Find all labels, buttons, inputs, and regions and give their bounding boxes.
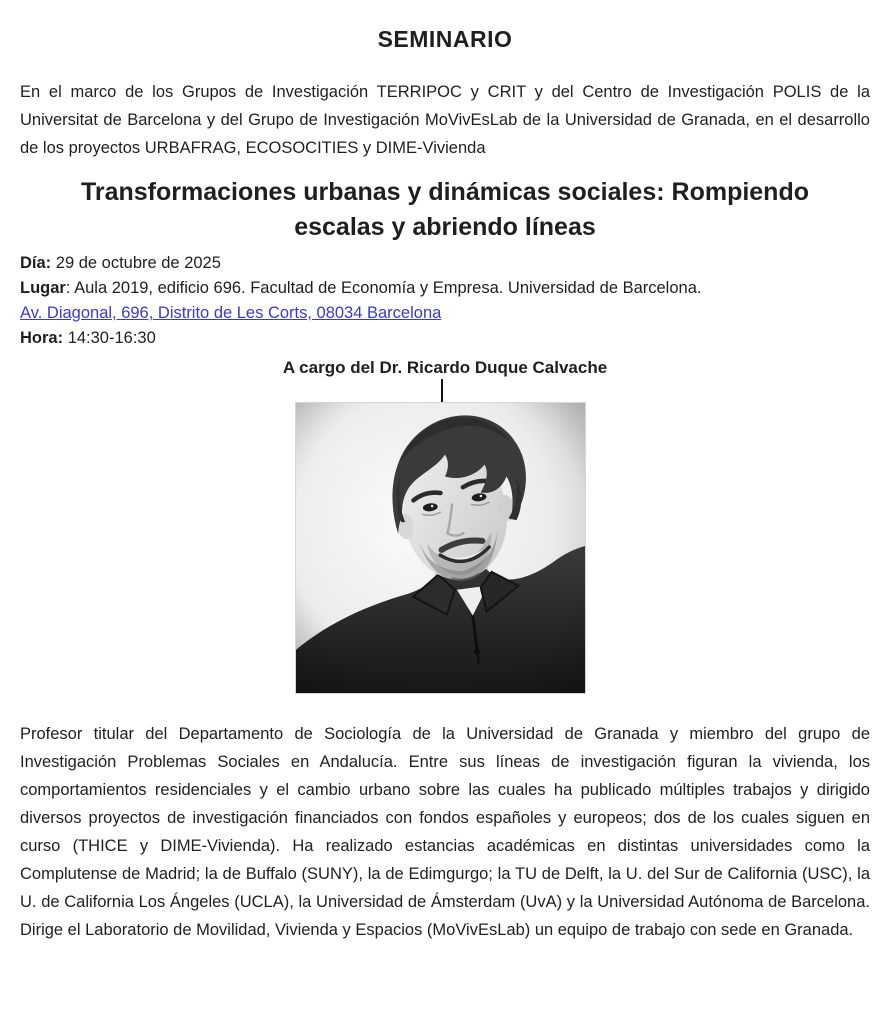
detail-row-hora xyxy=(20,326,870,351)
speaker-caption: A cargo del Dr. Ricardo Duque Calvache xyxy=(282,358,608,377)
dia-value: 29 de octubre de 2025 xyxy=(55,254,221,272)
lugar-value: : Aula 2019, edificio 696. Facultad de Economía y Empresa. Universidad de Barcelona. xyxy=(65,279,702,297)
lugar-label: Lugar xyxy=(20,279,66,297)
intro-paragraph: En el marco de los Grupos de Investigación TERRIPOC y CRIT y del Centro de Investigación POLIS de la Universitat de Barcelona y del Grupo de Investigación MoVivEsLab de la Universidad de Granada, en el desarrollo de los proyectos URBAFRAG, ECOSOCITIES y DIME-Vivienda xyxy=(20,83,870,157)
detail-row-address xyxy=(20,301,870,326)
bio-paragraph: Profesor titular del Departamento de Sociología de la Universidad de Granada y miembro del grupo de Investigación Problemas Sociales en Andalucía. Entre sus líneas de investigación figuran la vivienda, los comportamientos residenciales y el cambio urbano sobre las cuales ha publicado múltiples trabajos y dirigido diversos proyectos de investigación financiados con fondos españoles y europeos; dos de los cuales siguen en curso (THICE y DIME-Vivienda). Ha realizado estancias académicas en distintas universidades como la Complutense de Madrid; la de Buffalo (SUNY), la de Edimgurgo; la TU de Delft, la U. del Sur de California (USC), la U. de California Los Ángeles (UCLA), la Universidad de Ámsterdam (UvA) y la Universidad Autónoma de Barcelona. Dirige el Laboratorio de Movilidad, Vivienda y Espacios (MoVivEsLab) un equipo de trabajo con sede en Granada. xyxy=(20,725,870,939)
detail-row-lugar xyxy=(20,276,870,301)
seminar-details xyxy=(20,251,870,351)
hora-label: Hora: xyxy=(20,329,64,347)
detail-row-dia xyxy=(20,251,870,276)
caption-connector-line xyxy=(441,379,443,402)
hora-value: 14:30-16:30 xyxy=(67,329,156,347)
portrait-photo xyxy=(295,402,586,694)
portrait-photo-graphic xyxy=(296,403,585,693)
seminar-title: Transformaciones urbanas y dinámicas sociales: Rompiendo escalas y abriendo líneas xyxy=(80,178,809,241)
dia-label: Día: xyxy=(20,254,52,272)
page-title: SEMINARIO xyxy=(377,26,513,52)
address-link[interactable]: Av. Diagonal, 696, Distrito de Les Corts, 08034 Barcelona xyxy=(20,304,442,322)
